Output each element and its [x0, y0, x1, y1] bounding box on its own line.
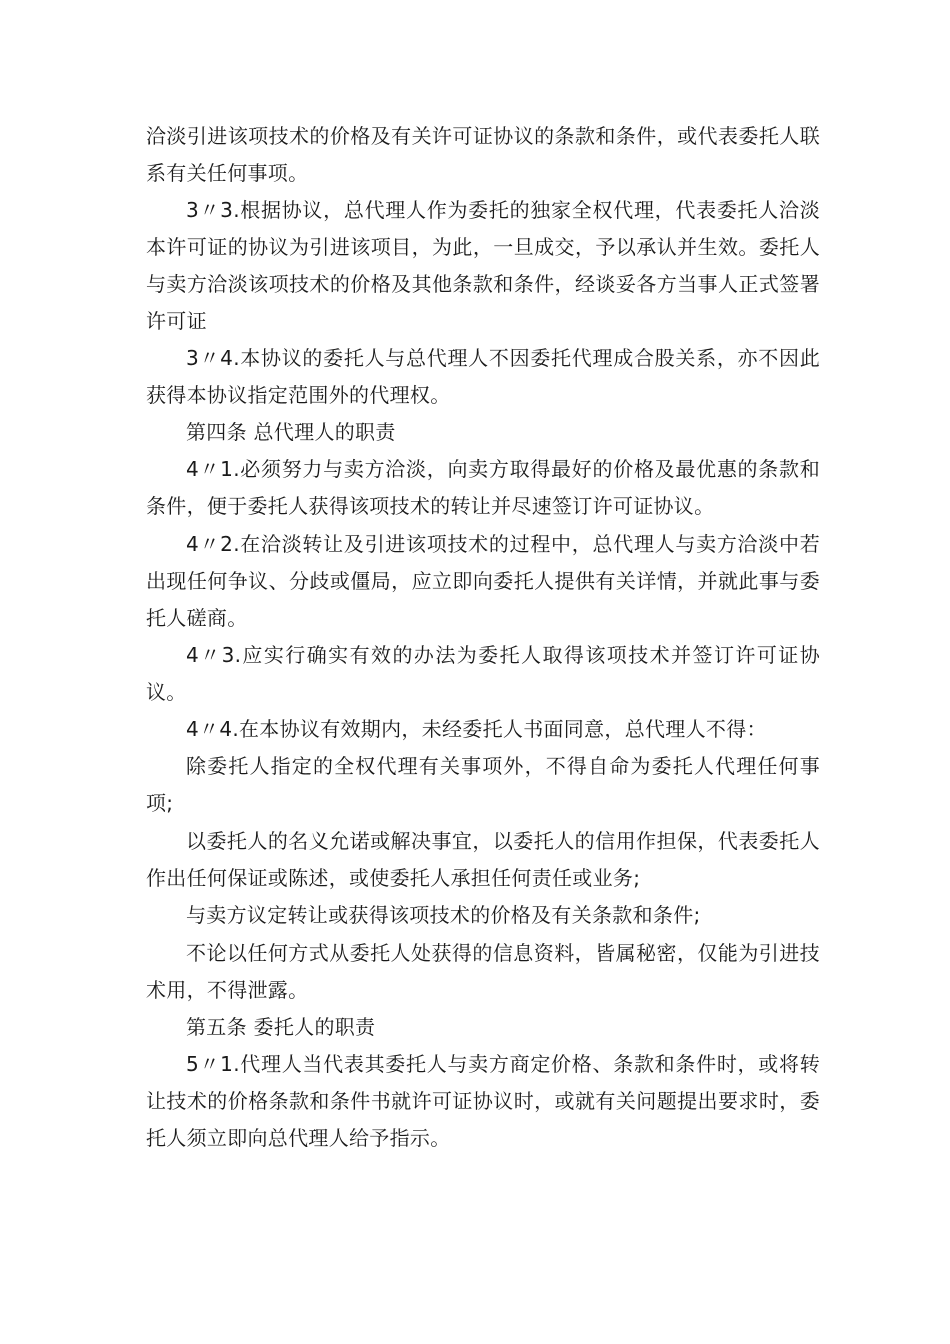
- document-body: [146, 118, 820, 1157]
- paragraph-4-3: 4〃3.应实行确实有效的办法为委托人取得该项技术并签订许可证协议。: [146, 643, 820, 704]
- paragraph-4-4: 4〃4.在本协议有效期内，未经委托人书面同意，总代理人不得：: [186, 717, 767, 741]
- paragraph-3-3: 3〃3.根据协议，总代理人作为委托的独家全权代理，代表委托人洽淡本许可证的协议为引进该项目，为此，一旦成交，予以承认并生效。委托人与卖方洽淡该项技术的价格及其他条款和条件，经谈妥各方当事人正式签署许可证: [146, 198, 820, 333]
- paragraph-4-4-item-4: 不论以任何方式从委托人处获得的信息资料，皆属秘密，仅能为引进技术用，不得泄露。: [146, 941, 820, 1002]
- paragraph-5-1: 5〃1.代理人当代表其委托人与卖方商定价格、条款和条件时，或将转让技术的价格条款和条件书就许可证协议时，或就有关问题提出要求时，委托人须立即向总代理人给予指示。: [146, 1052, 820, 1150]
- paragraph-4-4-item-3: 与卖方议定转让或获得该项技术的价格及有关条款和条件;: [186, 903, 701, 927]
- paragraph-4-2: 4〃2.在洽淡转让及引进该项技术的过程中，总代理人与卖方洽淡中若出现任何争议、分歧或僵局，应立即向委托人提供有关详情，并就此事与委托人磋商。: [146, 532, 820, 630]
- article-4-heading: 第四条 总代理人的职责: [186, 420, 396, 444]
- paragraph-4-4-item-2: 以委托人的名义允诺或解决事宜，以委托人的信用作担保，代表委托人作出任何保证或陈述，或使委托人承担任何责任或业务;: [146, 829, 820, 890]
- paragraph-3-4: 3〃4.本协议的委托人与总代理人不因委托代理成合股关系，亦不因此获得本协议指定范围外的代理权。: [146, 346, 820, 407]
- paragraph-continuation: 洽淡引进该项技术的价格及有关许可证协议的条款和条件，或代表委托人联系有关任何事项。: [146, 124, 820, 185]
- paragraph-4-4-item-1: 除委托人指定的全权代理有关事项外，不得自命为委托人代理任何事项;: [146, 754, 820, 815]
- paragraph-4-1: 4〃1.必须努力与卖方洽淡，向卖方取得最好的价格及最优惠的条款和条件，便于委托人获得该项技术的转让并尽速签订许可证协议。: [146, 457, 820, 518]
- article-5-heading: 第五条 委托人的职责: [186, 1015, 376, 1039]
